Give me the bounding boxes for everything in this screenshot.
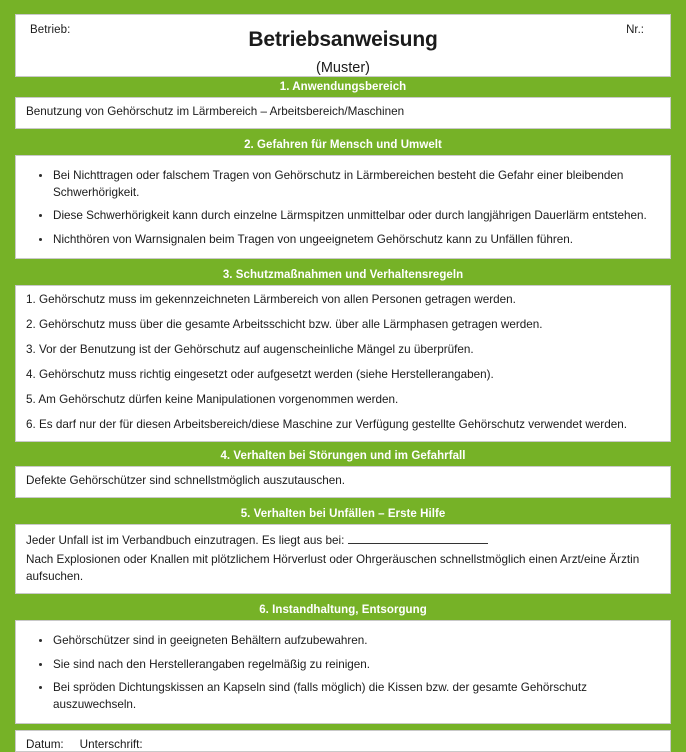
section-line: Nach Explosionen oder Knallen mit plötzlichem Hörverlust oder Ohrgeräuschen schnellstmöglich einen Arzt/eine Ärztin aufsuchen.: [26, 553, 640, 584]
section-line: Benutzung von Gehörschutz im Lärmbereich – Arbeitsbereich/Maschinen: [26, 105, 405, 118]
betrieb-label: Betrieb:: [30, 24, 71, 36]
verbandbuch-line: [26, 533, 660, 550]
list-item: Bei Nichttragen oder falschem Tragen von Gehörschutz in Lärmbereichen besteht die Gefahr einer bleibenden Schwerhörigkeit.: [26, 168, 660, 201]
hazard-list: [26, 168, 660, 248]
section-content-2: [15, 155, 671, 259]
section-band-3: 3. Schutzmaßnahmen und Verhaltensregeln: [15, 265, 671, 285]
datum-label: Datum:: [26, 738, 64, 752]
list-item: Bei spröden Dichtungskissen an Kapseln sind (falls möglich) die Kissen bzw. der gesamte Gehörschutz auszuwechseln.: [26, 680, 660, 713]
list-item: Nichthören von Warnsignalen beim Tragen von ungeeignetem Gehörschutz kann zu Unfällen führen.: [26, 232, 660, 249]
section-content-4: [15, 466, 671, 498]
list-item: 4. Gehörschutz muss richtig eingesetzt oder aufgesetzt werden (siehe Herstellerangaben).: [26, 368, 494, 382]
list-item: Gehörschützer sind in geeigneten Behältern aufzubewahren.: [26, 633, 660, 650]
page-title: Betriebsanweisung: [248, 28, 438, 51]
signature-footer: [15, 730, 671, 752]
section-band-1: 1. Anwendungsbereich: [15, 77, 671, 97]
section-band-6: 6. Instandhaltung, Entsorgung: [15, 600, 671, 620]
document-header: [15, 14, 671, 77]
verbandbuch-text: Jeder Unfall ist im Verbandbuch einzutragen. Es liegt aus bei:: [26, 534, 345, 548]
list-item: 6. Es darf nur der für diesen Arbeitsbereich/diese Maschine zur Verfügung gestellte Gehörschutz verwendet werden.: [26, 417, 627, 431]
section-content-3: [15, 285, 671, 442]
section-band-2: 2. Gefahren für Mensch und Umwelt: [15, 135, 671, 155]
section-band-4: 4. Verhalten bei Störungen und im Gefahrfall: [15, 446, 671, 466]
unterschrift-label: Unterschrift:: [79, 738, 143, 752]
list-item: 2. Gehörschutz muss über die gesamte Arbeitsschicht bzw. über alle Lärmphasen getragen werden.: [26, 318, 543, 332]
verbandbuch-blank-field[interactable]: [348, 534, 488, 544]
list-item: Diese Schwerhörigkeit kann durch einzelne Lärmspitzen unmittelbar oder durch langjährigen Dauerlärm entstehen.: [26, 208, 660, 225]
list-item: 1. Gehörschutz muss im gekennzeichneten Lärmbereich von allen Personen getragen werden.: [26, 293, 516, 307]
section-content-1: [15, 97, 671, 129]
section-line: Defekte Gehörschützer sind schnellstmöglich auszutauschen.: [26, 474, 345, 488]
list-item: Sie sind nach den Herstellerangaben regelmäßig zu reinigen.: [26, 657, 660, 674]
section-content-5: [15, 524, 671, 594]
list-item: 5. Am Gehörschutz dürfen keine Manipulationen vorgenommen werden.: [26, 392, 399, 406]
protective-measures-list: [26, 292, 660, 433]
page-subtitle: (Muster): [316, 60, 370, 76]
section-content-6: [15, 620, 671, 724]
maintenance-list: [26, 633, 660, 713]
nummer-label: Nr.:: [626, 24, 644, 36]
section-band-5: 5. Verhalten bei Unfällen – Erste Hilfe: [15, 504, 671, 524]
list-item: 3. Vor der Benutzung ist der Gehörschutz auf augenscheinliche Mängel zu überprüfen.: [26, 343, 474, 357]
